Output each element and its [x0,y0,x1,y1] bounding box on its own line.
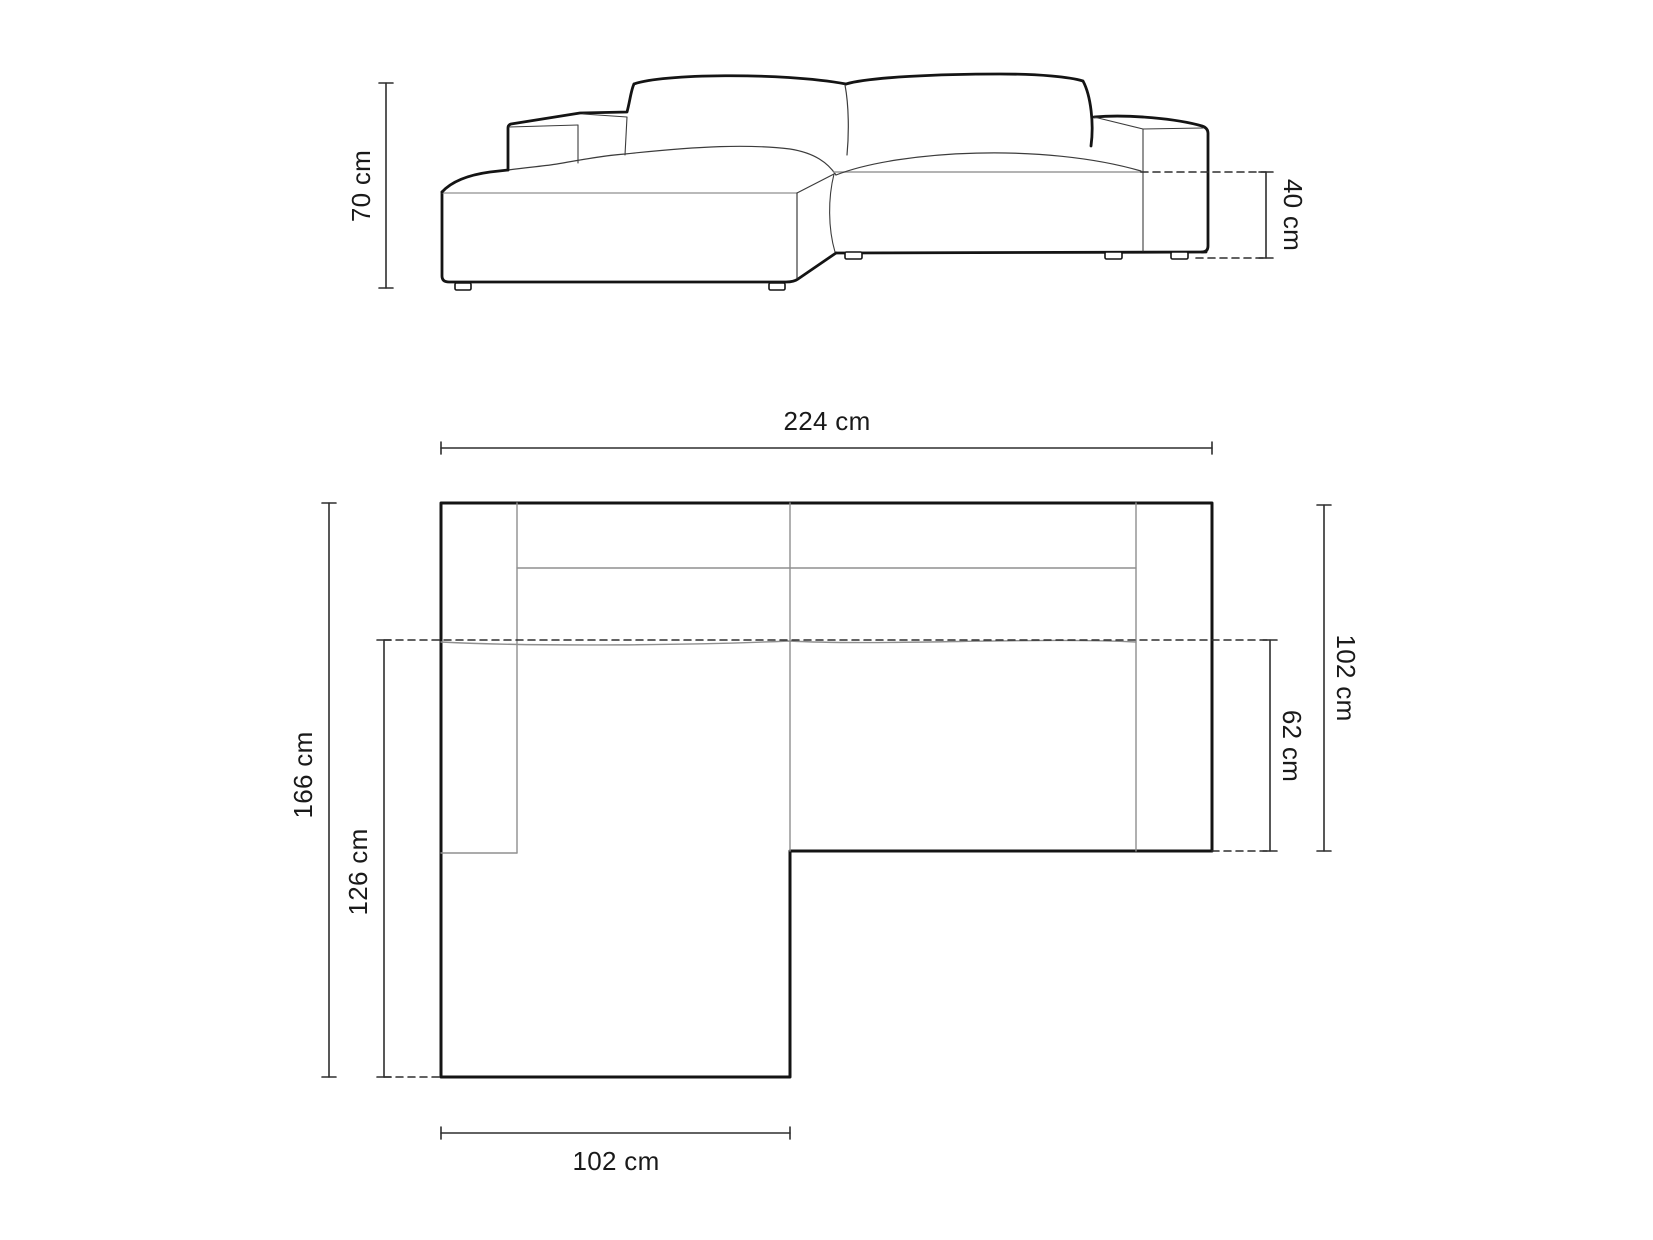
height-70-dimension-line [379,83,393,288]
right-arm-top-left-edge [1094,117,1143,129]
seat-depth-62-dimension-line [1263,640,1277,851]
plan-seat-cushion-front-curve [441,640,1136,645]
backrest-cushion-left [634,76,846,84]
dimension-label-chaise-width: 102 cm [572,1146,660,1176]
dimension-label-seat-depth: 62 cm [1277,709,1307,783]
chaise-corner-top-edge [797,174,834,193]
dimension-label-overall-height: 70 cm [346,149,376,223]
width-224-dimension-line [441,442,1212,454]
plan-inner-seams [441,503,1136,853]
chaise-width-102-dimension-line [441,1127,790,1139]
chaise-depth-126-dimension-line [377,640,391,1077]
top-view-dimension-lines [322,442,1331,1139]
top-view-drawing [384,503,1270,1077]
backrest-cushion-right [846,74,1092,146]
side-depth-102-dimension-line [1317,505,1331,851]
chaise-corner-seam [830,174,835,252]
dimension-label-seat-height: 40 cm [1278,178,1308,252]
dimension-label-chaise-depth: 126 cm [343,828,373,916]
sofa-legs [455,252,1188,290]
plan-outline [441,503,1212,1077]
side-view-drawing [442,74,1208,290]
depth-166-dimension-line [322,503,336,1077]
dimension-label-overall-depth: 166 cm [288,731,318,819]
right-section-bottom-edge [836,252,1206,253]
chaise-box-outline [442,192,836,282]
left-arm-front-top-edge [509,125,578,127]
backrest-cushion-seam [845,85,848,155]
side-view-dimension-lines [379,83,1273,288]
right-arm-front-top-edge [1143,128,1203,129]
dimension-label-overall-width: 224 cm [783,406,871,436]
chaise-seat-curve [508,146,836,175]
right-arm-outline [1094,116,1208,252]
dimension-label-side-depth: 102 cm [1331,634,1361,722]
left-arm-top-face-edge [583,114,627,155]
chaise-seat-outline-thick [442,170,508,192]
